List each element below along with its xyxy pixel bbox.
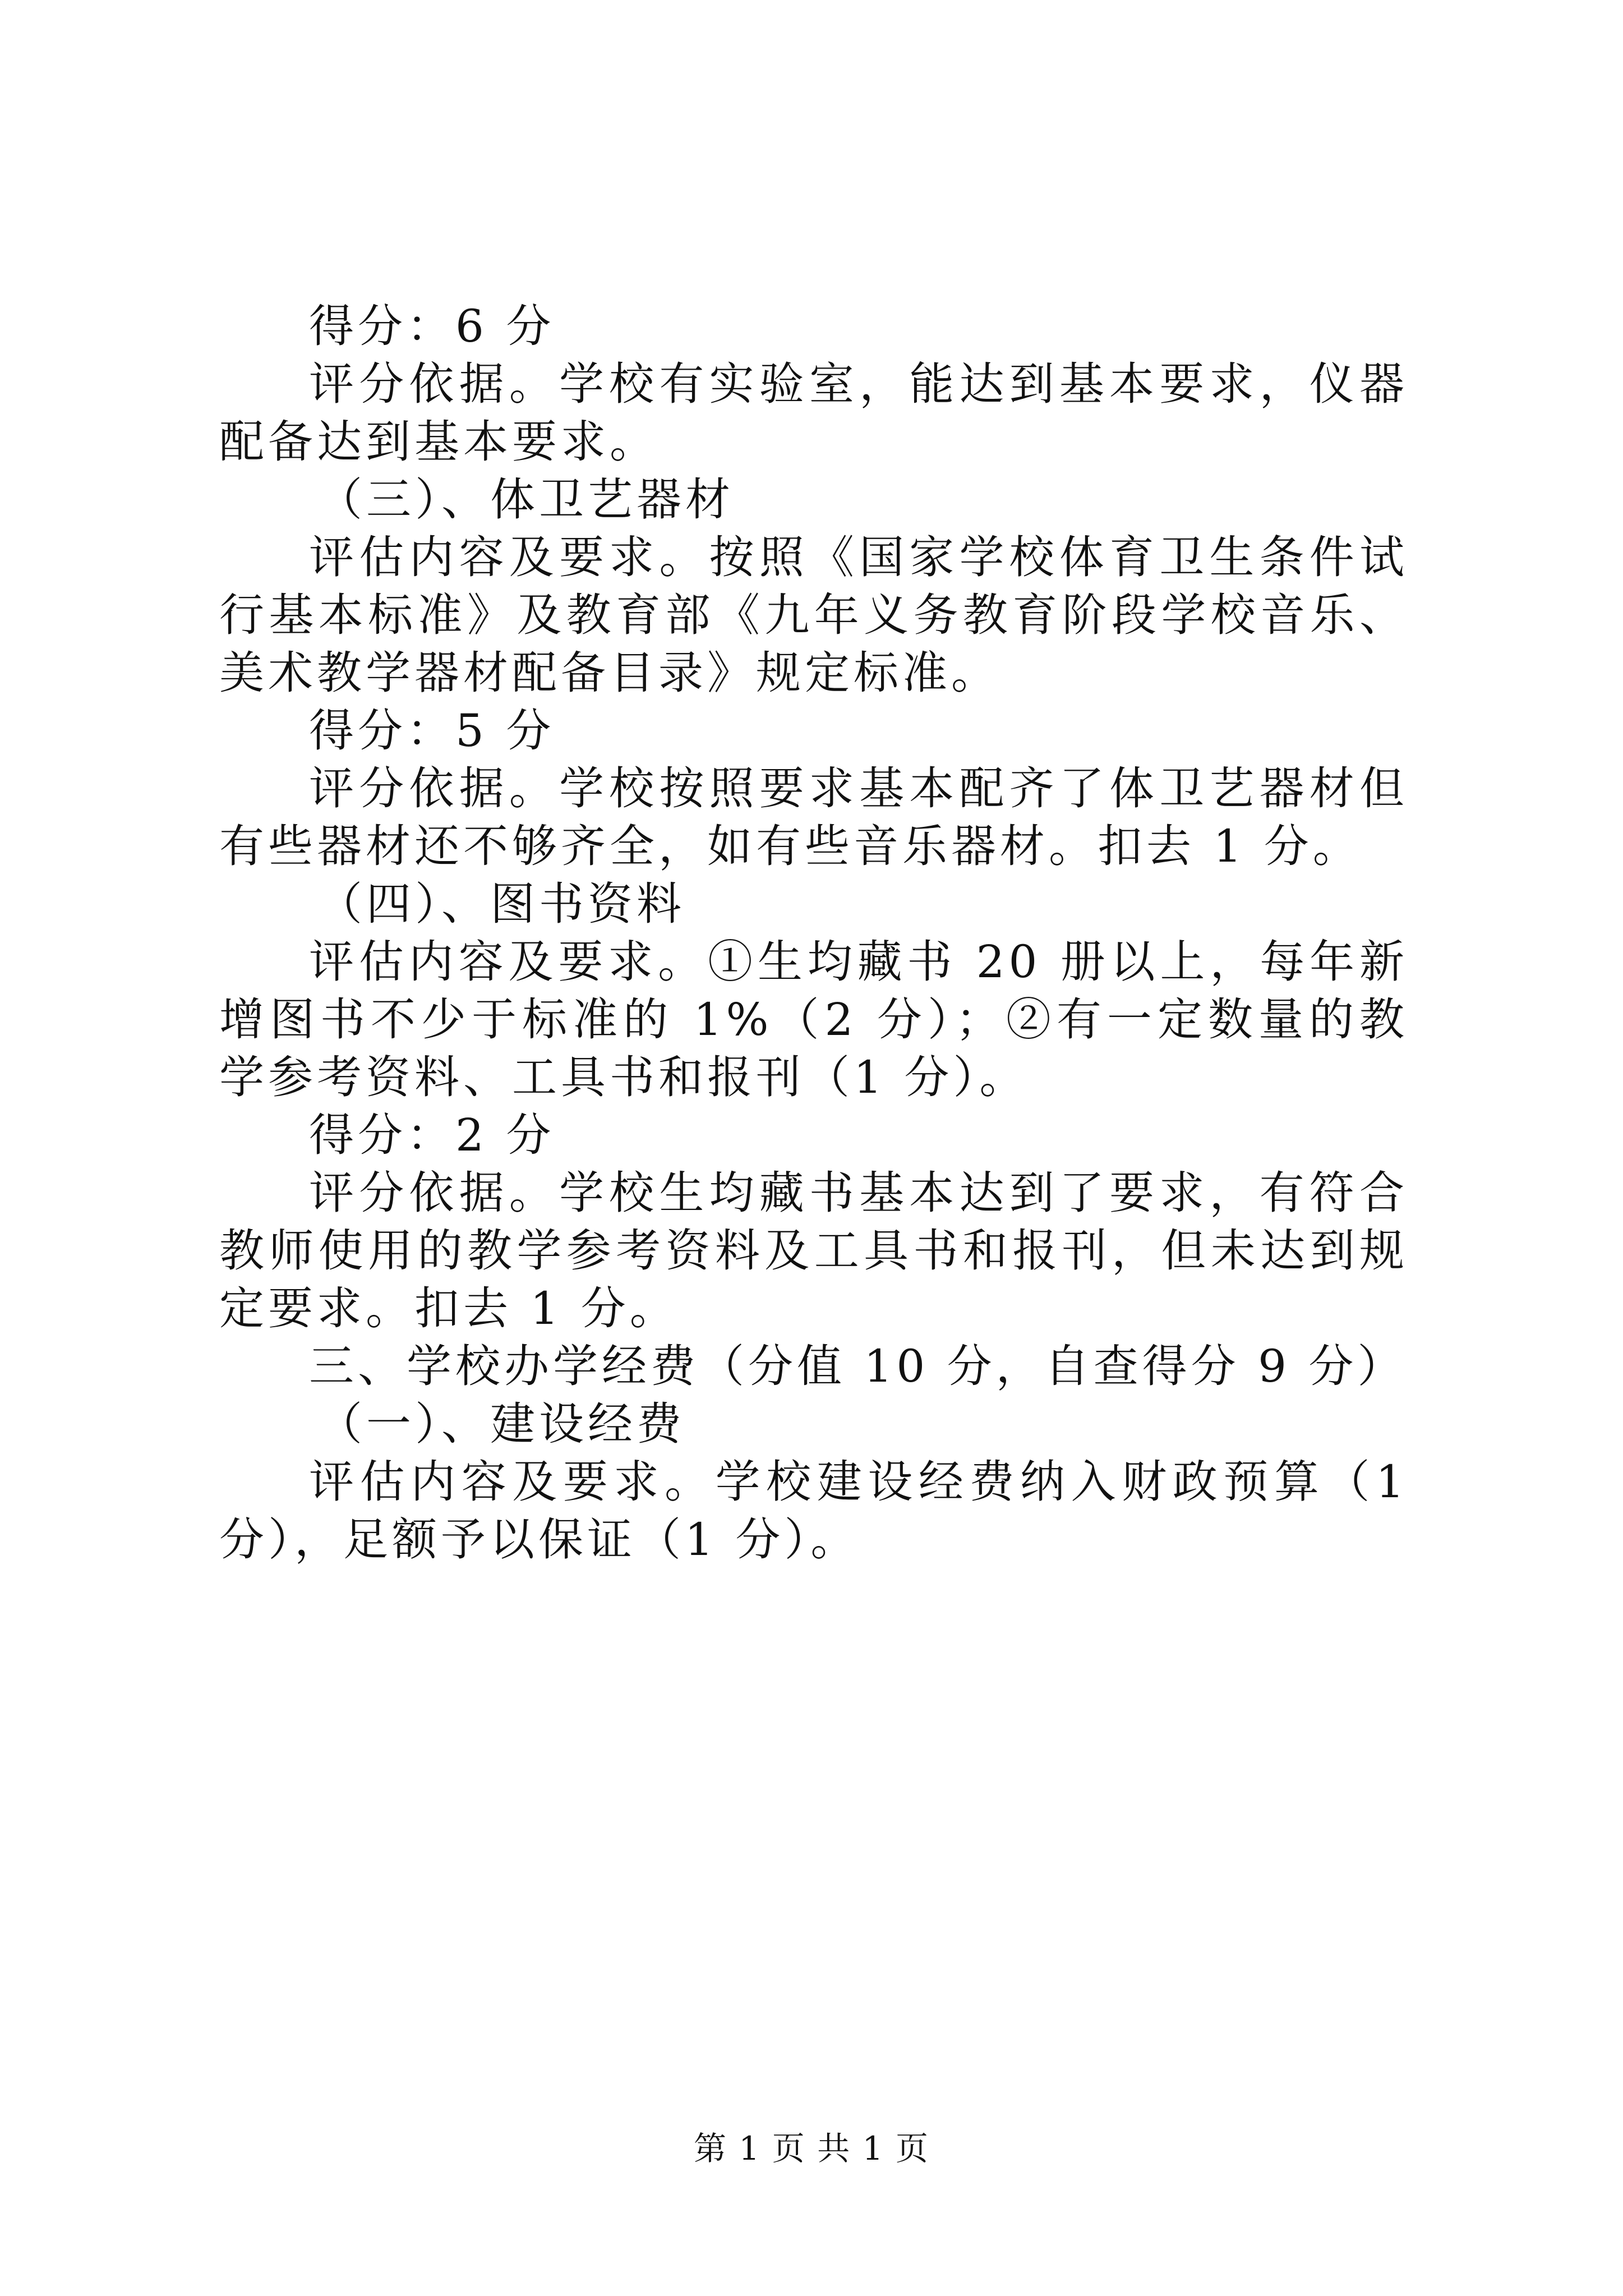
score-lab: 得分：6 分 xyxy=(309,300,555,352)
page-footer: 第 1 页 共 1 页 xyxy=(694,2129,929,2168)
section-heading-funding: 三、学校办学经费（分值 10 分，自查得分 9 分） xyxy=(309,1340,1407,1392)
basis-sports-art: 评分依据。学校按照要求基本配齐了体卫艺器材但有些器材还不够齐全，如有些音乐器材。扣去 1 分。 xyxy=(219,762,1408,872)
score-sports-art: 得分：5 分 xyxy=(309,705,555,757)
section-heading-library: （四）、图书资料 xyxy=(317,878,685,930)
basis-library: 评分依据。学校生均藏书基本达到了要求，有符合教师使用的教学参考资料及工具书和报刊，但未达到规定要求。扣去 1 分。 xyxy=(219,1167,1408,1335)
requirements-construction-funds: 评估内容及要求。学校建设经费纳入财政预算（1 分），足额予以保证（1 分）。 xyxy=(219,1456,1408,1566)
section-heading-construction-funds: （一）、建设经费 xyxy=(317,1398,685,1450)
basis-lab: 评分依据。学校有实验室，能达到基本要求，仪器配备达到基本要求。 xyxy=(219,358,1408,468)
requirements-sports-art: 评估内容及要求。按照《国家学校体育卫生条件试行基本标准》及教育部《九年义务教育阶段学校音乐、美术教学器材配备目录》规定标准。 xyxy=(219,531,1408,699)
requirements-library: 评估内容及要求。①生均藏书 20 册以上，每年新增图书不少于标准的 1%（2 分）；②有一定数量的教学参考资料、工具书和报刊（1 分）。 xyxy=(219,936,1408,1103)
score-library: 得分：2 分 xyxy=(309,1109,555,1161)
document-body xyxy=(219,297,1408,1568)
section-heading-sports-art: （三）、体卫艺器材 xyxy=(317,473,734,526)
